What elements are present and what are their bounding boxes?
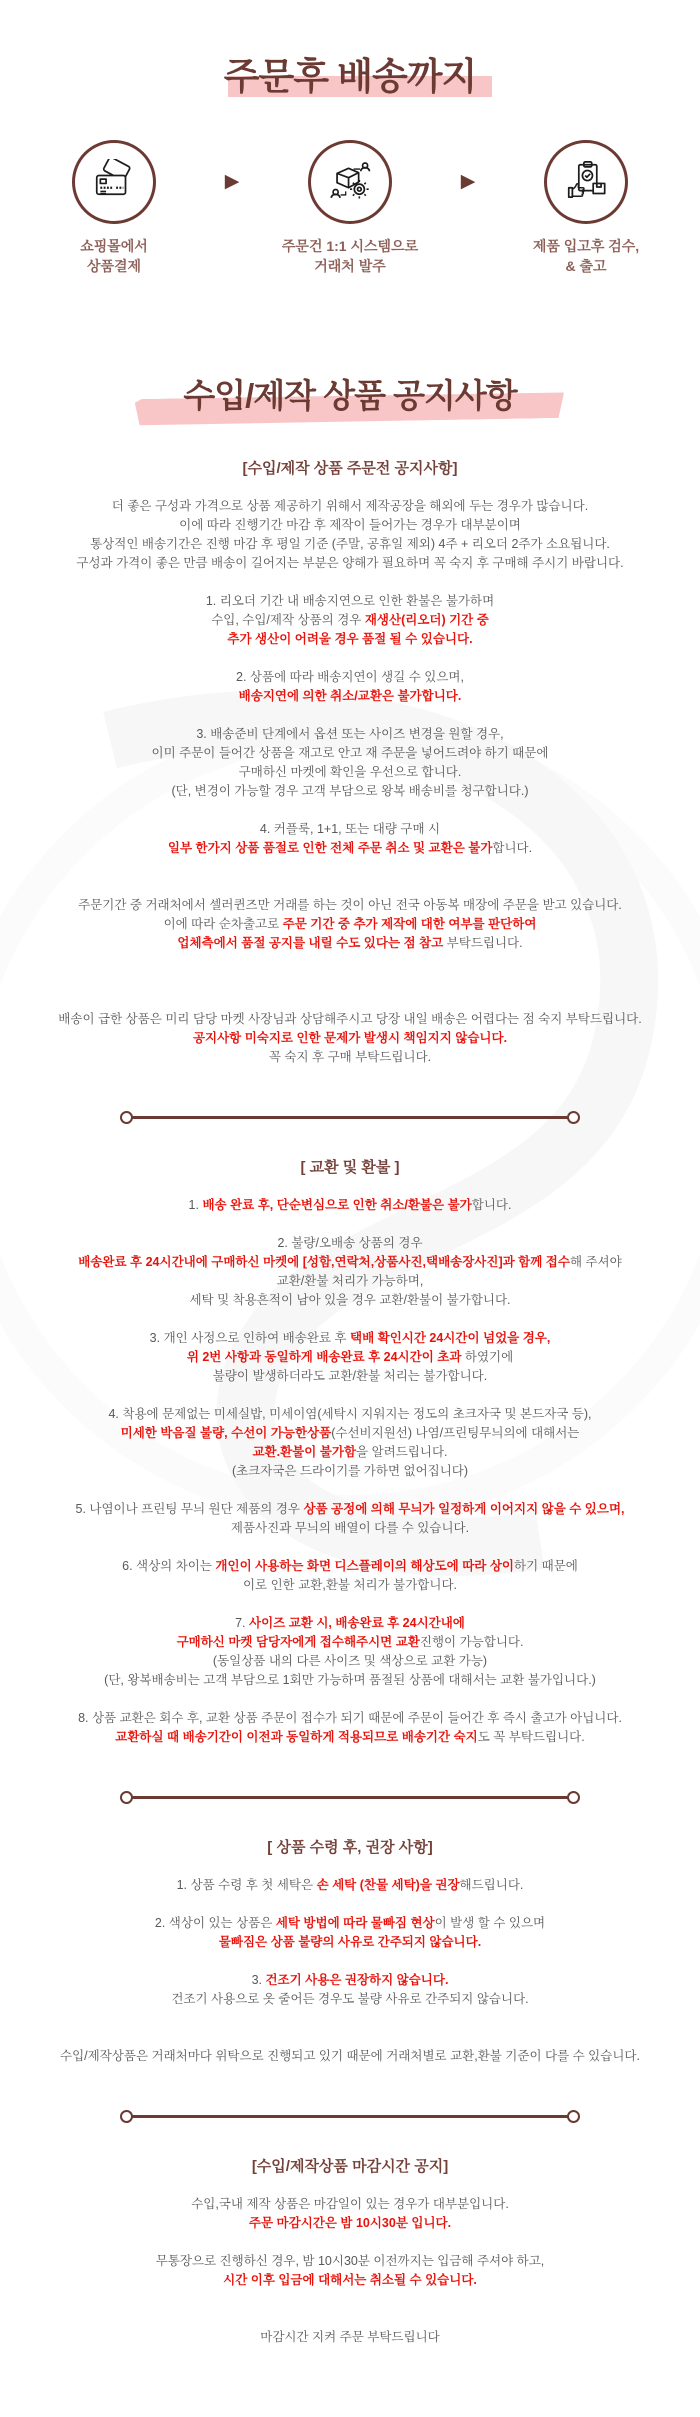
text-segment: 미세한 박음질 불량, 수선이 가능한상품 [120,1426,332,1440]
text-line [0,1424,700,1443]
arrow-right-icon: ▶ [224,171,240,192]
text-line [0,725,700,744]
text-segment: 구매하신 마켓 담당자에게 접수해주시면 교환 [176,1635,420,1649]
process-step-label [493,236,679,276]
order-system-icon [308,140,392,224]
credit-card-icon [72,140,156,224]
text-segment: 3. 배송준비 단계에서 옵션 또는 사이즈 변경을 원할 경우, [196,727,504,741]
section-divider [120,1791,580,1804]
process-step-label [257,236,443,276]
text-line [0,820,700,839]
divider-dot [567,2110,580,2123]
text-line [0,1614,700,1633]
text-line [0,1367,700,1386]
order-process-section [0,0,700,276]
text-segment: 1. [188,1198,203,1212]
text-segment: 진행이 가능합니다. [419,1635,524,1649]
process-step-inspection [493,140,679,276]
section-divider [120,2110,580,2123]
text-block [0,1709,700,1747]
text-block [0,1914,700,1952]
text-block [0,497,700,573]
text-line [0,1029,700,1048]
text-line [0,1048,700,1067]
text-segment: 공지사항 미숙지로 인한 문제가 발생시 책임지지 않습니다. [192,1031,508,1045]
text-line [0,1010,700,1029]
text-segment: 이로 인한 교환,환불 처리가 불가합니다. [242,1578,458,1592]
text-segment: 건조기 사용은 권장하지 않습니다. [265,1973,449,1987]
text-line [0,668,700,687]
text-block [0,1196,700,1215]
text-line [0,782,700,801]
section-deadline-notice [0,2157,700,2347]
text-line [0,1557,700,1576]
divider-rule [132,1796,568,1799]
text-segment: 수입, 수입/제작 상품의 경우 [211,613,365,627]
text-segment: (단, 왕복배송비는 고객 부담으로 1회만 가능하며 품절된 상품에 대해서는 교환 불가입니다.) [104,1673,596,1687]
text-segment: 구성과 가격이 좋은 만큼 배송이 길어지는 부분은 양해가 필요하며 꼭 숙지 후 구매해 주시기 바랍니다. [76,556,624,570]
text-line [0,2252,700,2271]
spacer [0,858,700,877]
text-segment: 구매하신 마켓에 확인을 우선으로 합니다. [238,765,462,779]
text-block [0,1500,700,1538]
text-segment: 물빠짐은 상품 불량의 사유로 간주되지 않습니다. [218,1935,482,1949]
divider-dot [567,1791,580,1804]
text-line [0,1443,700,1462]
text-segment: 수입/제작상품은 거래처마다 위탁으로 진행되고 있기 때문에 거래처별로 교환,환불 기준이 다를 수 있습니다. [60,2049,640,2063]
text-segment: 추가 생산이 어려울 경우 품절 될 수 있습니다. [227,632,473,646]
text-segment: 합니다. [492,841,533,855]
text-line [0,2271,700,2290]
text-segment: 상품 공정에 의해 무늬가 일정하게 이어지지 않을 수 있으며, [303,1502,625,1516]
text-segment: 주문기간 중 거래처에서 셀러퀸즈만 거래를 하는 것이 아닌 전국 아동복 매장에 주문을 받고 있습니다. [78,898,622,912]
text-block [0,820,700,858]
text-line [0,1933,700,1952]
text-line [0,535,700,554]
spacer [0,972,700,991]
text-segment: 배송이 급한 상품은 미리 담당 마켓 사장님과 상담해주시고 당장 내일 배송은 어렵다는 점 숙지 부탁드립니다. [58,1012,642,1026]
text-block [0,1329,700,1386]
section-header: [ 교환 및 환불 ] [300,1159,400,1176]
text-block [0,1234,700,1310]
text-segment: (단, 변경이 가능할 경우 고객 부담으로 왕복 배송비를 청구합니다.) [171,784,529,798]
text-line [0,1253,700,1272]
spacer [0,2290,700,2309]
text-block [0,2195,700,2233]
text-segment: 더 좋은 구성과 가격으로 상품 제공하기 위해서 제작공장을 해외에 두는 경우가 많습니다. [111,499,589,513]
text-segment: 꼭 숙지 후 구매 부탁드립니다. [268,1050,432,1064]
text-segment: 도 꼭 부탁드립니다. [477,1730,585,1744]
divider-rule [132,2115,568,2118]
text-segment: 부탁드립니다. [443,936,523,950]
text-line [0,1272,700,1291]
text-segment: 사이즈 교환 시, 배송완료 후 24시간내에 [249,1616,465,1630]
text-line [0,611,700,630]
text-line [0,915,700,934]
text-line [0,687,700,706]
text-line [0,1971,700,1990]
text-segment: 위 2번 사항과 동일하게 배송완료 후 24시간이 초과 [186,1350,462,1364]
text-block [0,1876,700,1895]
text-line [0,1329,700,1348]
inspection-shipping-icon [544,140,628,224]
section-exchange-refund [0,1158,700,1747]
text-segment: 교환.환불이 불가함 [252,1445,357,1459]
text-block [0,2252,700,2290]
text-segment: 을 알려드립니다. [356,1445,448,1459]
text-segment: 주문 기간 중 추가 제작에 대한 여부를 판단하여 [282,917,537,931]
bottom-padding [0,2347,700,2417]
text-line [0,1519,700,1538]
text-segment: 2. 색상이 있는 상품은 [154,1916,276,1930]
text-segment: 해드립니다. [459,1878,524,1892]
text-line [0,1462,700,1481]
text-segment: 3. [251,1973,266,1987]
text-line [0,1914,700,1933]
text-segment: 2. 불량/오배송 상품의 경우 [277,1236,423,1250]
step-label-line: 주문건 1:1 시스템으로 [281,238,419,254]
section-body [0,1196,700,1747]
text-segment: 개인이 사용하는 화면 디스플레이의 해상도에 따라 상이 [215,1559,514,1573]
text-segment: 일부 한가지 상품 품절로 인한 전체 주문 취소 및 교환은 불가 [167,841,493,855]
notice-title: 수입/제작 상품 공지사항 [183,370,516,417]
text-segment: 배송지연에 의한 취소/교환은 불가합니다. [238,689,462,703]
text-segment: (동일상품 내의 다른 사이즈 및 색상으로 교환 가능) [212,1654,488,1668]
text-segment: 합니다. [471,1198,512,1212]
text-line [0,1348,700,1367]
text-line [0,896,700,915]
text-block [0,2328,700,2347]
text-block [0,2047,700,2066]
spacer [0,2009,700,2028]
text-line [0,1990,700,2009]
text-segment: 업체측에서 품절 공지를 내릴 수도 있다는 점 참고 [177,936,444,950]
step-label-line: 제품 입고후 검수, [532,238,640,254]
text-segment: 5. 나염이나 프린팅 무늬 원단 제품의 경우 [75,1502,304,1516]
text-segment: 통상적인 배송기간은 진행 마감 후 평일 기준 (주말, 공휴일 제외) 4주 + 리오더 2주가 소요됩니다. [90,537,610,551]
text-line [0,744,700,763]
text-line [0,2195,700,2214]
section-body [0,2195,700,2347]
text-segment: 하기 때문에 [514,1559,578,1573]
text-line [0,1500,700,1519]
text-line [0,2328,700,2347]
process-steps [0,140,700,276]
text-line [0,1652,700,1671]
text-segment: 이에 따라 진행기간 마감 후 제작이 들어가는 경우가 대부분이며 [179,518,521,532]
text-block [0,896,700,953]
text-segment: 이미 주문이 들어간 상품을 재고로 안고 재 주문을 넣어드려야 하기 때문에 [151,746,549,760]
section-preorder-notice [0,459,700,1067]
text-segment: 6. 색상의 차이는 [122,1559,216,1573]
text-line [0,1576,700,1595]
text-segment: 1. 상품 수령 후 첫 세탁은 [176,1878,317,1892]
text-line [0,2047,700,2066]
text-block [0,668,700,706]
text-block [0,1557,700,1595]
text-line [0,934,700,953]
text-line [0,1234,700,1253]
text-segment: (초크자국은 드라이기를 가하면 없어집니다) [231,1464,469,1478]
text-line [0,839,700,858]
section-body [0,1876,700,2066]
text-segment: 제품사진과 무늬의 배열이 다를 수 있습니다. [230,1521,470,1535]
section-header: [수입/제작 상품 주문전 공지사항] [242,460,458,477]
spacer [0,953,700,972]
text-line [0,1728,700,1747]
text-segment: 2. 상품에 따라 배송지연이 생길 수 있으며, [236,670,464,684]
text-segment: 8. 상품 교환은 회수 후, 교환 상품 주문이 접수가 되기 때문에 주문이 들어간 후 즉시 출고가 아닙니다. [78,1711,622,1725]
text-block [0,1614,700,1690]
text-segment: 교환/환불 처리가 가능하며, [276,1274,424,1288]
text-line [0,497,700,516]
section-header: [ 상품 수령 후, 권장 사항] [267,1839,433,1856]
text-block [0,1971,700,2009]
text-segment: 손 세탁 (찬물 세탁)을 권장 [316,1878,460,1892]
text-segment: 무통장으로 진행하신 경우, 밤 10시30분 이전까지는 입금해 주셔야 하고, [155,2254,545,2268]
text-segment: 교환하실 때 배송기간이 이전과 동일하게 적용되므로 배송기간 숙지 [115,1730,478,1744]
text-block [0,1405,700,1481]
text-line [0,763,700,782]
process-step-order [257,140,443,276]
text-segment: 수입,국내 제작 상품은 마감일이 있는 경우가 대부분입니다. [191,2197,509,2211]
process-step-label [21,236,207,276]
text-segment: 택배 확인시간 24시간이 넘었을 경우, [350,1331,551,1345]
text-line [0,1196,700,1215]
section-header: [수입/제작상품 마감시간 공지] [251,2158,449,2175]
text-segment: 배송 완료 후, 단순변심으로 인한 취소/환불은 불가 [202,1198,472,1212]
divider-dot [567,1111,580,1124]
text-segment: 7. [235,1616,250,1630]
process-step-payment [21,140,207,276]
arrow-right-icon: ▶ [460,171,476,192]
text-block [0,1010,700,1067]
text-line [0,2214,700,2233]
section-body [0,497,700,1067]
process-title: 주문후 배송까지 [224,46,476,100]
step-label-line: 거래처 발주 [314,258,386,274]
text-line [0,592,700,611]
text-line [0,516,700,535]
text-segment: 3. 개인 사정으로 인하여 배송완료 후 [149,1331,350,1345]
text-line [0,1633,700,1652]
text-segment: 해 주셔야 [569,1255,622,1269]
text-line [0,1671,700,1690]
text-line [0,1405,700,1424]
text-line [0,1709,700,1728]
text-segment: 4. 커플룩, 1+1, 또는 대량 구매 시 [259,822,441,836]
text-line [0,630,700,649]
text-segment: 마감시간 지켜 주문 부탁드립니다 [260,2330,440,2344]
text-segment: 세탁 방법에 따라 물빠짐 현상 [275,1916,435,1930]
step-label-line: & 출고 [565,258,607,274]
text-segment: 건조기 사용으로 옷 줄어든 경우도 불량 사유로 간주되지 않습니다. [171,1992,529,2006]
text-segment: 재생산(리오더) 기간 중 [364,613,489,627]
text-line [0,1291,700,1310]
text-line [0,1876,700,1895]
notice-title-wrap [0,370,700,417]
text-block [0,725,700,801]
text-block [0,592,700,649]
text-segment: 1. 리오더 기간 내 배송지연으로 인한 환불은 불가하며 [205,594,495,608]
text-segment: 시간 이후 입금에 대해서는 취소될 수 있습니다. [223,2273,477,2287]
text-line [0,554,700,573]
section-divider [120,1111,580,1124]
text-segment: 배송완료 후 24시간내에 구매하신 마켓에 [성함,연락처,상품사진,택배송장사진]과 함께 접수 [78,1255,570,1269]
step-label-line: 상품결제 [86,258,142,274]
text-segment: 이에 따라 순차출고로 [163,917,283,931]
text-segment: 4. 착용에 문제없는 미세실밥, 미세이염(세탁시 지워지는 정도의 초크자국 및 본드자국 등), [108,1407,592,1421]
divider-rule [132,1116,568,1119]
text-segment: 주문 마감시간은 밤 10시30분 입니다. [248,2216,452,2230]
text-segment: 이 발생 할 수 있으며 [434,1916,546,1930]
text-segment: (수선비지원선) 나염/프린팅무늬의에 대해서는 [331,1426,580,1440]
section-care-recommendation [0,1838,700,2066]
text-segment: 세탁 및 착용흔적이 남아 있을 경우 교환/환불이 불가합니다. [189,1293,511,1307]
text-segment: 불량이 발생하더라도 교환/환불 처리는 불가합니다. [212,1369,488,1383]
step-label-line: 쇼핑몰에서 [80,238,148,254]
text-segment: 하였기에 [461,1350,514,1364]
